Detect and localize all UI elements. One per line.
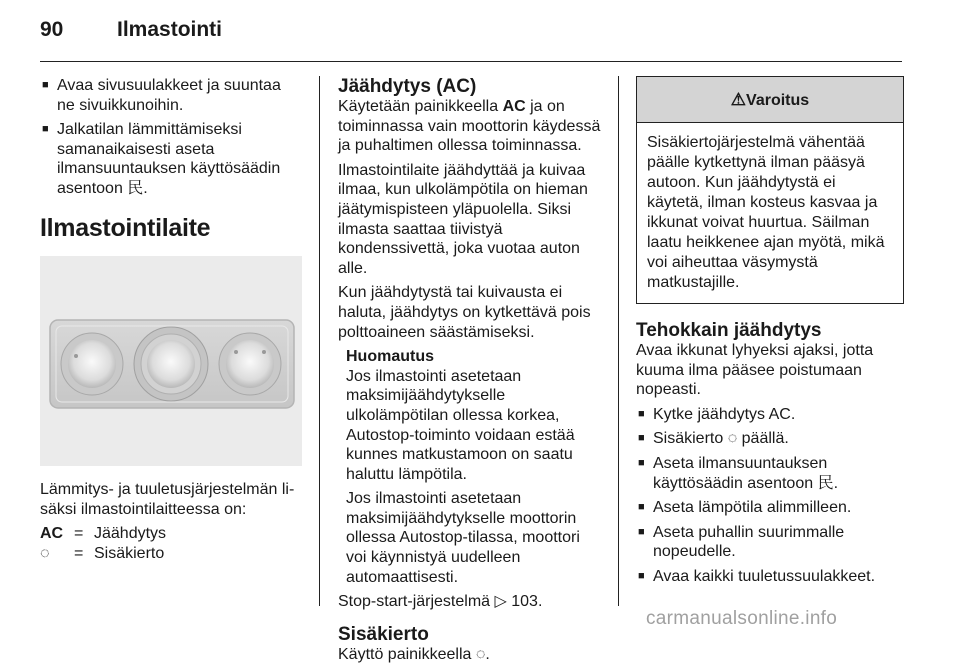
list-item: ■ Kytke jäähdytys AC.	[636, 405, 904, 425]
legend-value: Jäähdytys	[94, 525, 167, 543]
list-item: ■ Sisäkierto ◌ päällä.	[636, 429, 904, 449]
legend-eq: =	[74, 544, 84, 562]
recirculation-icon: ◌	[40, 544, 50, 562]
list-item: ■ Aseta puhallin suurimmalle nopeudelle.	[636, 523, 904, 562]
ac-label: AC	[502, 98, 526, 115]
section-title: Ilmastointilaite	[40, 213, 211, 242]
header-divider	[40, 61, 902, 62]
list-item: ■ Aseta lämpötila alimmilleen.	[636, 498, 904, 518]
text: Käytetään painikkeella	[338, 98, 503, 115]
list-item: ■ Jalkatilan lämmittämiseksi samanaikaisesti aseta ilmansuuntauksen käyttösäädin asentoon ⺠.	[40, 120, 302, 198]
legend-eq: =	[74, 525, 84, 543]
legend-value: Sisäkierto	[94, 544, 165, 562]
column-divider	[319, 76, 320, 606]
text: ja on toiminnassa vain moottorin käydessä ja puhaltimen ollessa toiminnassa.	[338, 98, 601, 155]
image-caption: Lämmitys- ja tuuletusjärjestelmän li-säksi ilmastointilaitteessa on:	[40, 481, 295, 518]
warning-box	[636, 76, 904, 304]
paragraph: Kun jäähdytystä tai kuivausta ei haluta, jäähdytys on kytkettävä pois polttoaineen säästämiseksi.	[338, 284, 591, 341]
footer-watermark: carmanualsonline.info	[646, 608, 838, 629]
note-title: Huomautus	[346, 348, 434, 366]
climate-panel-image	[40, 256, 302, 466]
legend	[40, 524, 302, 563]
warning-text: Sisäkiertojärjestelmä vähentää päälle kytkettynä ilman pääsyä autoon. Kun jäähdytystä ei käytetä, ilman kosteus kasvaa ja ikkunat voivat huurtua. Säilman laatu heikkenee ajan myötä, mikä voi aiheuttaa väsymystä matkustajille.	[647, 134, 885, 291]
page-number: 90	[40, 18, 64, 41]
page-header	[0, 0, 960, 64]
page-title: Ilmastointi	[117, 18, 223, 41]
column-left	[40, 76, 302, 564]
warning-icon: ⚠	[730, 90, 747, 109]
section-title: Tehokkain jäähdytys	[636, 320, 822, 341]
note-paragraph: Jos ilmastointi asetetaan maksimijäähdytykselle moottorin ollessa Autostop-tilassa, moottori voi käynnistyä uudelleen automaattisesti.	[346, 490, 580, 586]
section-title: Jäähdytys (AC)	[338, 76, 477, 97]
note-paragraph: Jos ilmastointi asetetaan maksimijäähdytykselle ulkolämpötilan ollessa korkea, Autostop-toiminto voidaan estää kunnes matkustamoon on saatu haluttu lämpötila.	[346, 367, 575, 483]
warning-title: Varoitus	[746, 92, 810, 109]
list-item: ■ Avaa sivusuulakkeet ja suuntaa ne sivuikkunoihin.	[40, 76, 302, 115]
column-right	[636, 76, 904, 592]
paragraph: Ilmastointilaite jäähdyttää ja kuivaa ilmaa, kun ulkolämpötila on hieman jäätymispisteen yläpuolella. Siksi ilmasta saattaa tiivistyä kondenssivettä, joka vuotaa auton alle.	[338, 161, 588, 277]
paragraph: Avaa ikkunat lyhyeksi ajaksi, jotta kuuma ilma pääsee poistumaan nopeasti.	[636, 342, 874, 399]
legend-key: AC	[40, 525, 64, 543]
column-divider	[618, 76, 619, 606]
list-item: ■ Avaa kaikki tuuletussuulakkeet.	[636, 567, 904, 587]
paragraph: Stop-start-järjestelmä ▷ 103.	[338, 593, 543, 611]
paragraph: Käyttö painikkeella ◌.	[338, 645, 490, 663]
column-middle	[338, 76, 604, 669]
list-item: ■ Aseta ilmansuuntauksen käyttösäädin asentoon ⺠.	[636, 454, 904, 493]
paragraph	[338, 97, 604, 156]
warning-header	[637, 77, 903, 123]
section-title: Sisäkierto	[338, 623, 429, 645]
